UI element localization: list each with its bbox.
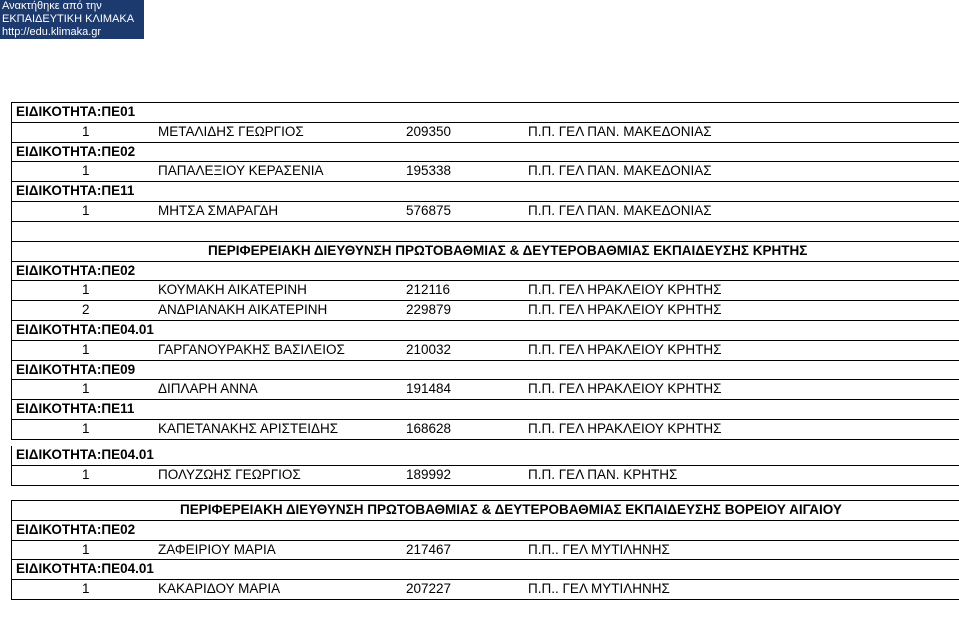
school-name: Π.Π. ΓΕΛ ΗΡΑΚΛΕΙΟΥ ΚΡΗΤΗΣ	[528, 420, 722, 436]
rank: 1	[82, 420, 90, 436]
registry-number: 191484	[406, 381, 452, 397]
teacher-name: ΠΑΠΑΛΕΞΙΟΥ ΚΕΡΑΣΕΝΙΑ	[158, 163, 324, 179]
rank: 1	[82, 123, 90, 139]
banner-line-1: Ανακτήθηκε από την	[2, 0, 102, 12]
rank: 1	[82, 381, 90, 397]
teacher-name: ΑΝΔΡΙΑΝΑΚΗ ΑΙΚΑΤΕΡΙΝΗ	[158, 302, 328, 318]
teacher-name: ΖΑΦΕΙΡΙΟΥ ΜΑΡΙΑ	[158, 541, 276, 557]
specialty-heading: ΕΙΔΙΚΟΤΗΤΑ:ΠΕ04.01	[16, 321, 154, 337]
table-north-aegean	[11, 500, 959, 600]
table-row	[12, 466, 959, 486]
table-crete-2	[11, 446, 959, 486]
school-name: Π.Π. ΓΕΛ ΗΡΑΚΛΕΙΟΥ ΚΡΗΤΗΣ	[528, 282, 722, 298]
teacher-name: ΔΙΠΛΑΡΗ ΑΝΝΑ	[158, 381, 258, 397]
registry-number: 189992	[406, 466, 452, 482]
table-row	[12, 301, 959, 321]
school-name: Π.Π. ΓΕΛ ΠΑΝ. ΜΑΚΕΔΟΝΙΑΣ	[528, 202, 712, 218]
table-row	[12, 541, 959, 561]
region-heading-north-aegean: ΠΕΡΙΦΕΡΕΙΑΚΗ ΔΙΕΥΘΥΝΣΗ ΠΡΩΤΟΒΑΘΜΙΑΣ & ΔΕΥΤΕΡΟΒΑΘΜΙΑΣ ΕΚΠΑΙΔΕΥΣΗΣ ΒΟΡΕΙΟΥ ΑΙΓΑΙΟΥ	[180, 502, 842, 517]
registry-number: 210032	[406, 341, 452, 357]
teacher-name: ΚΑΚΑΡΙΔΟΥ ΜΑΡΙΑ	[158, 581, 281, 597]
specialty-heading: ΕΙΔΙΚΟΤΗΤΑ:ΠΕ02	[16, 521, 136, 537]
registry-number: 168628	[406, 420, 452, 436]
rank: 1	[82, 202, 90, 218]
school-name: Π.Π. ΓΕΛ ΗΡΑΚΛΕΙΟΥ ΚΡΗΤΗΣ	[528, 302, 722, 318]
teacher-name: ΜΗΤΣΑ ΣΜΑΡΑΓΔΗ	[158, 202, 279, 218]
registry-number: 207227	[406, 581, 452, 597]
rank: 1	[82, 282, 90, 298]
teacher-name: ΜΕΤΑΛΙΔΗΣ ΓΕΩΡΓΙΟΣ	[158, 123, 304, 139]
table-row	[12, 420, 959, 440]
school-name: Π.Π. ΓΕΛ ΠΑΝ. ΜΑΚΕΔΟΝΙΑΣ	[528, 163, 712, 179]
teacher-name: ΚΑΠΕΤΑΝΑΚΗΣ ΑΡΙΣΤΕΙΔΗΣ	[158, 420, 339, 436]
region-heading-crete: ΠΕΡΙΦΕΡΕΙΑΚΗ ΔΙΕΥΘΥΝΣΗ ΠΡΩΤΟΒΑΘΜΙΑΣ & ΔΕΥΤΕΡΟΒΑΘΜΙΑΣ ΕΚΠΑΙΔΕΥΣΗΣ ΚΡΗΤΗΣ	[208, 242, 808, 258]
specialty-heading: ΕΙΔΙΚΟΤΗΤΑ:ΠΕ11	[16, 183, 135, 199]
school-name: Π.Π. ΓΕΛ ΠΑΝ. ΚΡΗΤΗΣ	[528, 466, 678, 482]
school-name: Π.Π. ΓΕΛ ΠΑΝ. ΜΑΚΕΔΟΝΙΑΣ	[528, 123, 712, 139]
rank: 1	[82, 341, 90, 357]
registry-number: 576875	[406, 202, 452, 218]
rank: 1	[82, 541, 90, 557]
rank: 1	[82, 466, 90, 482]
table-row	[12, 580, 959, 600]
registry-number: 209350	[406, 123, 452, 139]
table-macedonia	[11, 102, 959, 440]
table-row	[12, 341, 959, 361]
specialty-heading: ΕΙΔΙΚΟΤΗΤΑ:ΠΕ11	[16, 401, 135, 417]
source-banner[interactable]	[0, 0, 144, 39]
registry-number: 195338	[406, 163, 452, 179]
table-row	[12, 162, 959, 182]
school-name: Π.Π. ΓΕΛ ΗΡΑΚΛΕΙΟΥ ΚΡΗΤΗΣ	[528, 341, 722, 357]
registry-number: 217467	[406, 541, 452, 557]
teacher-name: ΚΟΥΜΑΚΗ ΑΙΚΑΤΕΡΙΝΗ	[158, 282, 307, 298]
specialty-heading: ΕΙΔΙΚΟΤΗΤΑ:ΠΕ01	[16, 104, 136, 119]
teacher-name: ΠΟΛΥΖΩΗΣ ΓΕΩΡΓΙΟΣ	[158, 466, 301, 482]
specialty-heading: ΕΙΔΙΚΟΤΗΤΑ:ΠΕ04.01	[16, 447, 154, 462]
specialty-heading: ΕΙΔΙΚΟΤΗΤΑ:ΠΕ02	[16, 143, 136, 159]
table-row	[12, 380, 959, 400]
rank: 1	[82, 163, 90, 179]
rank: 1	[82, 581, 90, 597]
rank: 2	[82, 302, 90, 318]
specialty-heading: ΕΙΔΙΚΟΤΗΤΑ:ΠΕ09	[16, 361, 136, 377]
school-name: Π.Π.. ΓΕΛ ΜΥΤΙΛΗΝΗΣ	[528, 541, 670, 557]
registry-number: 229879	[406, 302, 452, 318]
specialty-heading: ΕΙΔΙΚΟΤΗΤΑ:ΠΕ04.01	[16, 561, 154, 577]
table-row	[12, 281, 959, 301]
specialty-heading: ΕΙΔΙΚΟΤΗΤΑ:ΠΕ02	[16, 262, 136, 278]
table-row	[12, 123, 959, 143]
registry-number: 212116	[406, 282, 451, 298]
teacher-name: ΓΑΡΓΑΝΟΥΡΑΚΗΣ ΒΑΣΙΛΕΙΟΣ	[158, 341, 345, 357]
school-name: Π.Π. ΓΕΛ ΗΡΑΚΛΕΙΟΥ ΚΡΗΤΗΣ	[528, 381, 722, 397]
banner-line-2: ΕΚΠΑΙΔΕΥΤΙΚΗ ΚΛΙΜΑΚΑ	[2, 13, 135, 25]
table-row	[12, 202, 959, 222]
school-name: Π.Π.. ΓΕΛ ΜΥΤΙΛΗΝΗΣ	[528, 581, 670, 597]
banner-line-3[interactable]: http://edu.klimaka.gr	[2, 26, 102, 38]
